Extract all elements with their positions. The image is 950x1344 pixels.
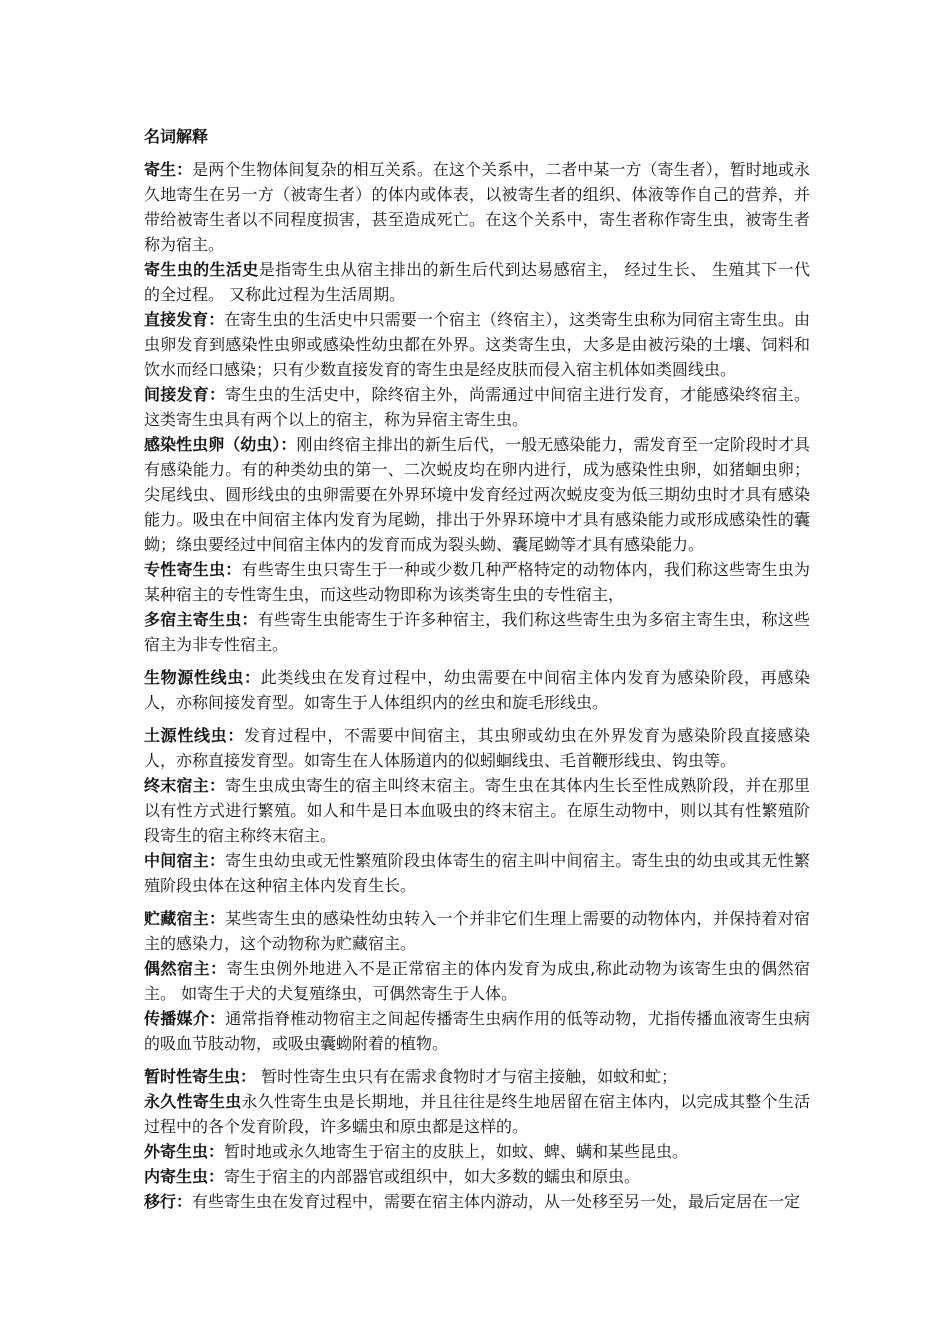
- definition-term: 寄生：: [144, 160, 193, 179]
- definition-text: 某些寄生虫的感染性幼虫转入一个并非它们生理上需要的动物体内，并保持着对宿主的感染力，这个动物称为贮藏宿主。: [144, 909, 810, 953]
- definition-term: 寄生虫的生活史: [144, 260, 259, 279]
- definition-term: 暂时性寄生虫：: [144, 1067, 257, 1086]
- definition-entry: [144, 723, 810, 773]
- definition-term: 偶然宿主：: [144, 959, 227, 978]
- definition-term: 感染性虫卵（幼虫）：: [144, 435, 297, 454]
- definition-text: 暂时地或永久地寄生于宿主的皮肤上，如蚊、蜱、螨和某些昆虫。: [224, 1142, 689, 1161]
- definition-entry: [144, 848, 810, 898]
- definition-term: 生物源性线虫：: [144, 668, 261, 687]
- definition-term: 专性寄生虫：: [144, 560, 242, 579]
- definition-text: 有些寄生虫能寄生于许多种宿主，我们称这些寄生虫为多宿主寄生虫，称这些宿主为非专性宿主。: [144, 610, 810, 654]
- definition-term: 永久性寄生虫: [144, 1092, 242, 1111]
- definition-term: 贮藏宿主：: [144, 909, 226, 928]
- definition-entry: [144, 307, 810, 382]
- definition-text: 有些寄生虫在发育过程中，需要在宿主体内游动，从一处移至另一处，最后定居在一定: [192, 1192, 801, 1211]
- definition-text: 有些寄生虫只寄生于一种或少数几种严格特定的动物体内，我们称这些寄生虫为某种宿主的专性寄生虫，而这些动物即称为该类寄生虫的专性宿主，: [144, 560, 810, 604]
- definition-text: 通常指脊椎动物宿主之间起传播寄生虫病作用的低等动物，尤指传播血液寄生虫病的吸血节肢动物，或吸虫囊蚴附着的植物。: [144, 1009, 810, 1053]
- definition-entry: [144, 1139, 810, 1164]
- definition-term: 终末宿主：: [144, 776, 226, 795]
- definition-text: 寄生于宿主的内部器官或组织中，如大多数的蠕虫和原虫。: [224, 1167, 641, 1186]
- definition-text: 寄生虫例外地进入不是正常宿主的体内发育为成虫,称此动物为该寄生虫的偶然宿主。 如寄生于犬的犬复殖绦虫，可偶然寄生于人体。: [144, 959, 810, 1003]
- definition-term: 内寄生虫：: [144, 1167, 225, 1186]
- definition-entry: [144, 382, 810, 432]
- definition-term: 土源性线虫：: [144, 726, 244, 745]
- definition-term: 直接发育：: [144, 310, 225, 329]
- definition-entry: [144, 665, 810, 715]
- definition-entry: [144, 1064, 810, 1089]
- definition-text: 发育过程中，不需要中间宿主，其虫卵或幼虫在外界发育为感染阶段直接感染人，亦称直接发育型。如寄生在人体肠道内的似蚓蛔线虫、毛首鞭形线虫、钩虫等。: [144, 726, 810, 770]
- definition-text: 是指寄生虫从宿主排出的新生后代到达易感宿主， 经过生长、 生殖其下一代的全过程。 又称此过程为生活周期。: [144, 260, 810, 304]
- definition-entry: [144, 1089, 810, 1139]
- definition-text: 寄生虫成虫寄生的宿主叫终末宿主。寄生虫在其体内生长至性成熟阶段，并在那里以有性方式进行繁殖。如人和牛是日本血吸虫的终末宿主。在原生动物中，则以其有性繁殖阶段寄生的宿主称终末宿主。: [144, 776, 810, 845]
- definition-text: 暂时性寄生虫只有在需求食物时才与宿主接触，如蚊和虻；: [256, 1067, 678, 1086]
- definition-term: 外寄生虫：: [144, 1142, 225, 1161]
- definition-list: [144, 157, 810, 1214]
- definition-text: 寄生虫的生活史中，除终宿主外，尚需通过中间宿主进行发育，才能感染终宿主。这类寄生虫具有两个以上的宿主，称为异宿主寄生虫。: [144, 385, 810, 429]
- page-title: 名词解释: [144, 127, 209, 146]
- definition-text: 寄生虫幼虫或无性繁殖阶段虫体寄生的宿主叫中间宿主。寄生虫的幼虫或其无性繁殖阶段虫体在这种宿主体内发育生长。: [144, 851, 810, 895]
- definition-entry: [144, 1164, 810, 1189]
- definition-entry: [144, 956, 810, 1006]
- definition-text: 永久性寄生虫是长期地，并且往往是终生地居留在宿主体内，以完成其整个生活过程中的各个发育阶段，许多蠕虫和原虫都是这样的。: [144, 1092, 810, 1136]
- definition-entry: [144, 432, 810, 557]
- document-page: [144, 124, 810, 1214]
- definition-entry: [144, 557, 810, 607]
- definition-entry: [144, 1189, 810, 1214]
- definition-entry: [144, 906, 810, 956]
- definition-term: 传播媒介：: [144, 1009, 226, 1028]
- definition-term: 多宿主寄生虫：: [144, 610, 258, 629]
- definition-text: 是两个生物体间复杂的相互关系。在这个关系中，二者中某一方（寄生者），暂时地或永久地寄生在另一方（被寄生者）的体内或体表，以被寄生者的组织、体液等作自己的营养，并带给被寄生者以不同程度损害，甚至造成死亡。在这个关系中，寄生者称作寄生虫，被寄生者称为宿主。: [144, 160, 810, 254]
- definition-term: 中间宿主：: [144, 851, 226, 870]
- definition-text: 此类线虫在发育过程中，幼虫需要在中间宿主体内发育为感染阶段，再感染人，亦称间接发育型。如寄生于人体组织内的丝虫和旋毛形线虫。: [144, 668, 810, 712]
- definition-entry: [144, 157, 810, 257]
- definition-text: 刚由终宿主排出的新生后代，一般无感染能力，需发育至一定阶段时才具有感染能力。有的种类幼虫的第一、二次蜕皮均在卵内进行，成为感染性虫卵，如猪蛔虫卵；尖尾线虫、圆形线虫的虫卵需要在外界环境中发育经过两次蜕皮变为低三期幼虫时才具有感染能力。吸虫在中间宿主体内发育为尾蚴，排出于外界环境中才具有感染能力或形成感染性的囊蚴；绦虫要经过中间宿主体内的发育而成为裂头蚴、囊尾蚴等才具有感染能力。: [144, 435, 810, 554]
- definition-entry: [144, 1006, 810, 1056]
- definition-term: 间接发育：: [144, 385, 226, 404]
- definition-entry: [144, 257, 810, 307]
- definition-entry: [144, 607, 810, 657]
- definition-text: 在寄生虫的生活史中只需要一个宿主（终宿主），这类寄生虫称为同宿主寄生虫。由虫卵发育到感染性虫卵或感染性幼虫都在外界。这类寄生虫，大多是由被污染的土壤、饲料和饮水而经口感染；只有少数直接发育的寄生虫是经皮肤而侵入宿主机体如类圆线虫。: [144, 310, 810, 379]
- definition-term: 移行：: [144, 1192, 193, 1211]
- definition-entry: [144, 773, 810, 848]
